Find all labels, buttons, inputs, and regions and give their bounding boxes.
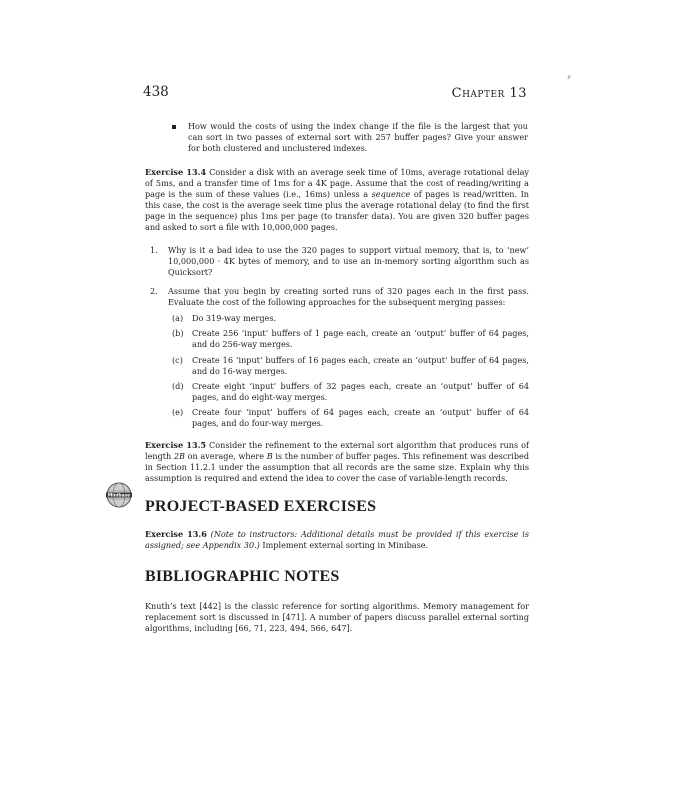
exercise-13-4-text2: of pages is read/written. In this case, the cost is the average seek time plus the average rotational delay (to find the first page in the sequence) plus 1ms per page (to transfer data). You are given 320 buffer pages and asked to sort a file with 10,000,000 pages. [145,188,530,232]
exercise-13-6-label: Exercise 13.6 [145,529,207,539]
list-item-text: Assume that you begin by creating sorted runs of 320 pages each in the first pass. Evaluate the cost of the following approaches for the subsequent merging passes: [168,286,529,307]
sub-list-item-text: Create eight ‘input’ buffers of 32 pages each, create an ‘output’ buffer of 64 pages, and do eight-way merges. [192,381,529,402]
exercise-13-5-text2: on average, where [187,450,265,461]
exercise-13-5-italic: 2B [173,450,186,461]
sub-list-item-label: (b) [172,328,184,338]
exercise-13-6-paragraph [145,529,529,551]
list-item-text: Why is it a bad idea to use the 320 pages to support virtual memory, that is, to ‘new’ 10,000,000 · 4K bytes of memory, and to use an in-memory sorting algorithm such as Quicksort? [168,245,529,277]
project-heading: PROJECT-BASED EXERCISES [145,498,377,515]
exercise-13-5-text3: is the number of buffer pages. This refinement was described in Section 11.2.1 under the assumption that all records are the same size. Explain why this assumption is required and extend the idea to cover the case of variable-length records. [145,450,530,483]
bullet-text: How would the costs of using the index change if the file is the largest that you can sort in two passes of external sort with 257 buffer pages? Give your answer for both clustered and unclustered indexes. [188,121,528,153]
list-item-label: 1. [150,245,158,255]
exercise-13-4-label: Exercise 13.4 [145,167,207,177]
sub-list-item-label: (e) [172,407,184,417]
sub-list-item-text: Create 256 ‘input’ buffers of 1 page each, create an ‘output’ buffer of 64 pages, and do 256-way merges. [192,328,529,349]
bibliographic-heading: BIBLIOGRAPHIC NOTES [145,568,340,585]
page-number: 438 [143,84,169,100]
scan-speck [567,75,571,79]
sub-list-item-label: (a) [172,313,184,323]
exercise-13-6-note: (Note to instructors: Additional details must be provided if this exercise is assigned; see Appendix 30.) [145,529,529,550]
bibliographic-paragraph: Knuth’s text [442] is the classic reference for sorting algorithms. Memory management for replacement sort is discussed in [471]. A number of papers discuss parallel external sorting algorithms, including [66, 71, 223, 494, 566, 647]. [145,601,529,633]
exercise-13-4-italic: sequence [371,188,411,199]
exercise-13-5-text: Consider the refinement to the external sort algorithm that produces runs of length [145,440,530,461]
exercise-13-4-paragraph [145,167,529,232]
exercise-13-5-paragraph [145,440,529,484]
exercise-13-6-text: Implement external sorting in Minibase. [262,539,429,550]
sub-list-item-text: Create 16 ‘input’ buffers of 16 pages each, create an ‘output’ buffer of 64 pages, and do 16-way merges. [192,355,529,376]
minibase-logo-icon [106,482,132,508]
exercise-13-4-text: Consider a disk with an average seek time of 10ms, average rotational delay of 5ms, and a transfer time of 1ms for a 4K page. Assume that the cost of reading/writing a page is the sum of these values (i.e., 16ms) unless a [145,167,529,199]
exercise-13-5-label: Exercise 13.5 [145,440,207,450]
bullet-square-icon [172,125,176,129]
chapter-title: Chapter 13 [451,86,527,101]
logo-label: Minibase [107,493,131,499]
list-item-label: 2. [150,286,158,296]
bullet-paragraph [188,121,528,154]
sub-list-item-label: (c) [172,355,183,365]
sub-list-item-text: Do 319-way merges. [192,313,277,323]
exercise-13-5-italic2: B [266,450,273,461]
sub-list-item-text: Create four ‘input’ buffers of 64 pages each, create an ‘output’ buffer of 64 pages, and do four-way merges. [192,407,529,428]
sub-list-item-label: (d) [172,381,184,391]
